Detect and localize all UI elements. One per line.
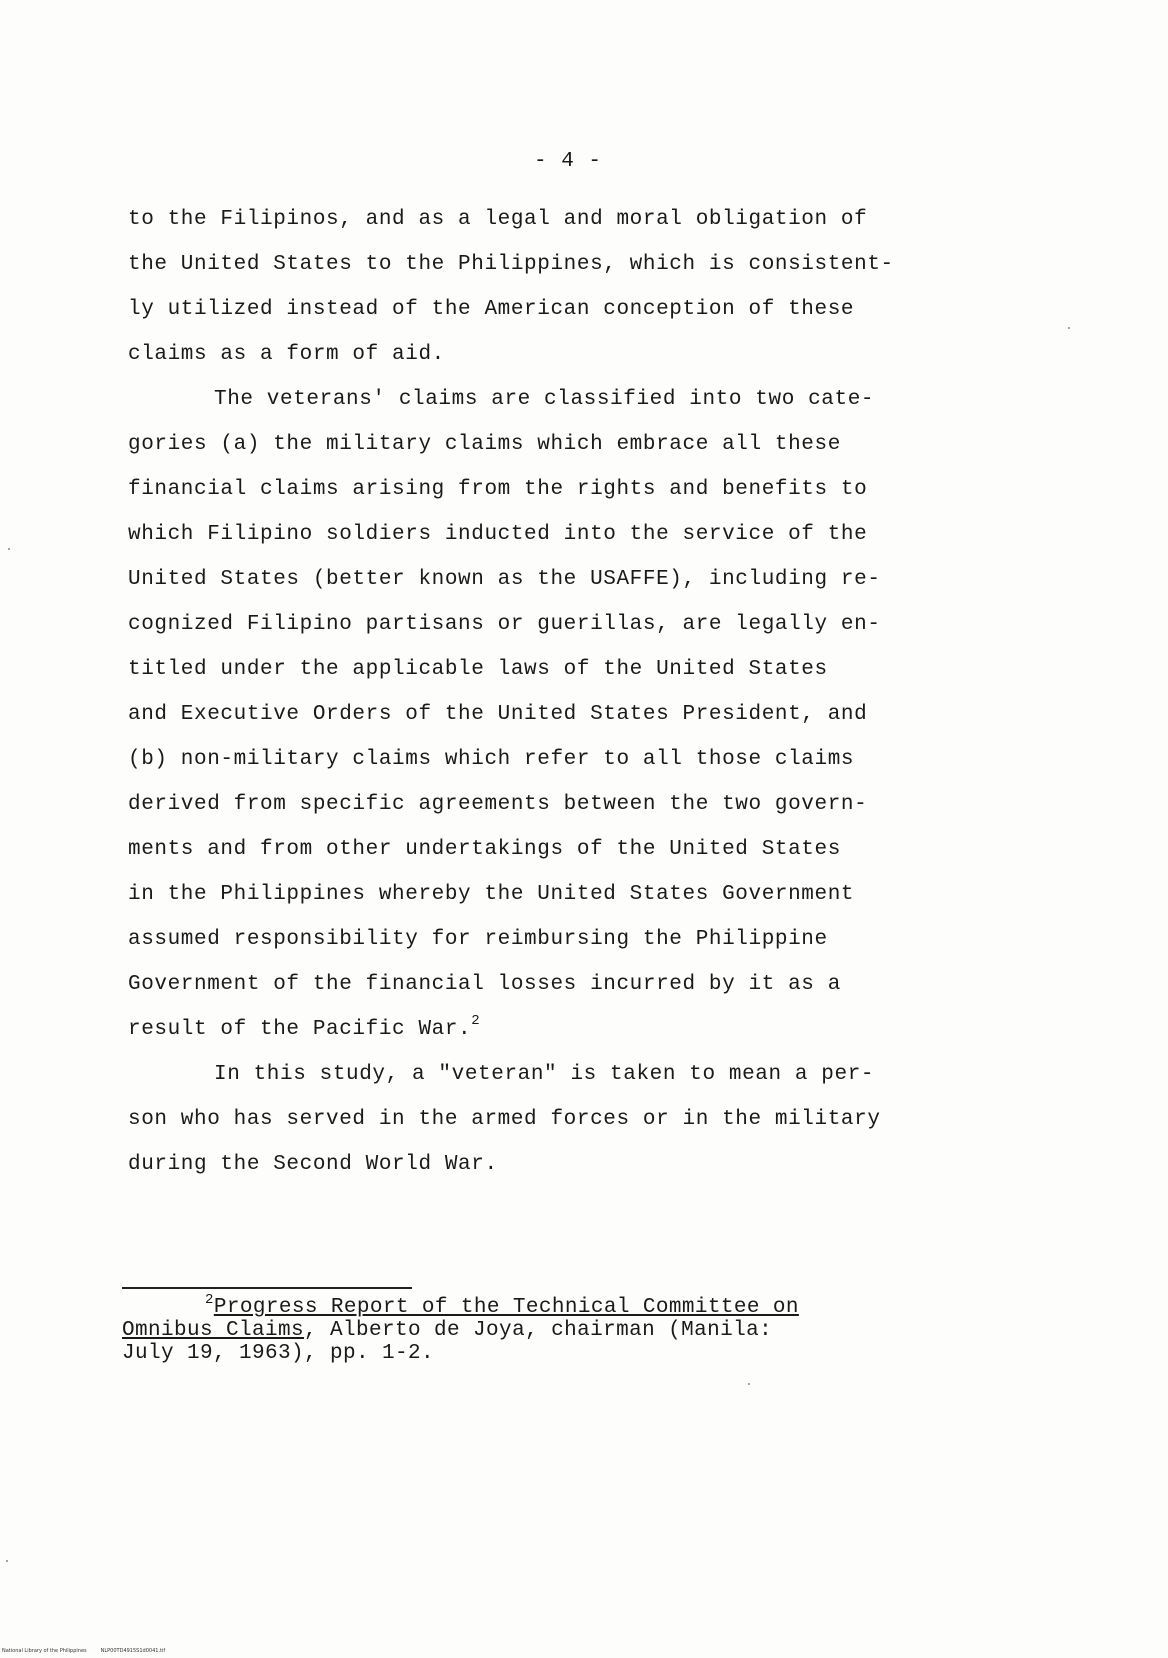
body-line: which Filipino soldiers inducted into the service of the <box>128 523 868 546</box>
footnote-reference: 2 <box>471 1013 481 1029</box>
footnote-date: July 19, 1963) <box>122 1342 305 1365</box>
body-line: claims as a form of aid. <box>128 343 445 366</box>
scan-speck <box>1068 327 1070 329</box>
body-line: ly utilized instead of the American conception of these <box>128 298 855 321</box>
footnote-line <box>205 1292 799 1319</box>
footnote-author: , Alberto de Joya, chairman <box>304 1319 669 1342</box>
footnote-pages: , pp. 1-2. <box>304 1342 435 1365</box>
footnote-separator <box>122 1287 412 1289</box>
body-line: son who has served in the armed forces or in the military <box>128 1108 881 1131</box>
body-line: and Executive Orders of the United States President, and <box>128 703 868 726</box>
body-line: In this study, a "veteran" is taken to mean a per- <box>214 1063 875 1086</box>
page-number: - 4 - <box>534 150 603 173</box>
footnote-line <box>122 1343 434 1365</box>
body-line: cognized Filipino partisans or guerillas, are legally en- <box>128 613 881 636</box>
body-line-with-footnote-ref <box>128 1013 481 1042</box>
footnote-line <box>122 1320 772 1342</box>
scan-speck <box>8 548 10 550</box>
body-line: the United States to the Philippines, which is consistent- <box>128 253 894 276</box>
body-line: financial claims arising from the rights and benefits to <box>128 478 868 501</box>
archive-file-id: NLP00TD4915S1d0041.tif <box>100 1648 166 1654</box>
archive-library: National Library of the Philippines <box>2 1648 87 1654</box>
body-line: during the Second World War. <box>128 1153 498 1176</box>
body-line: in the Philippines whereby the United States Government <box>128 883 855 906</box>
body-line-text: result of the Pacific War. <box>128 1018 472 1041</box>
body-line: ments and from other undertakings of the United States <box>128 838 841 861</box>
body-line: gories (a) the military claims which embrace all these <box>128 433 841 456</box>
footnote-publisher: (Manila: <box>668 1319 773 1342</box>
body-line: derived from specific agreements between the two govern- <box>128 793 868 816</box>
scan-speck <box>748 1383 750 1385</box>
body-line: Government of the financial losses incurred by it as a <box>128 973 841 996</box>
body-line: titled under the applicable laws of the United States <box>128 658 828 681</box>
body-line: United States (better known as the USAFFE), including re- <box>128 568 881 591</box>
body-line: (b) non-military claims which refer to all those claims <box>128 748 855 771</box>
body-line: The veterans' claims are classified into two cate- <box>214 388 875 411</box>
footnote-title: Progress Report of the Technical Committee on <box>213 1296 799 1319</box>
body-line: assumed responsibility for reimbursing the Philippine <box>128 928 828 951</box>
footnote-title: Omnibus Claims <box>122 1319 305 1342</box>
footnote-marker: 2 <box>205 1292 214 1308</box>
scan-speck <box>6 1560 8 1562</box>
body-line: to the Filipinos, and as a legal and moral obligation of <box>128 208 868 231</box>
archive-footer <box>2 1648 179 1654</box>
